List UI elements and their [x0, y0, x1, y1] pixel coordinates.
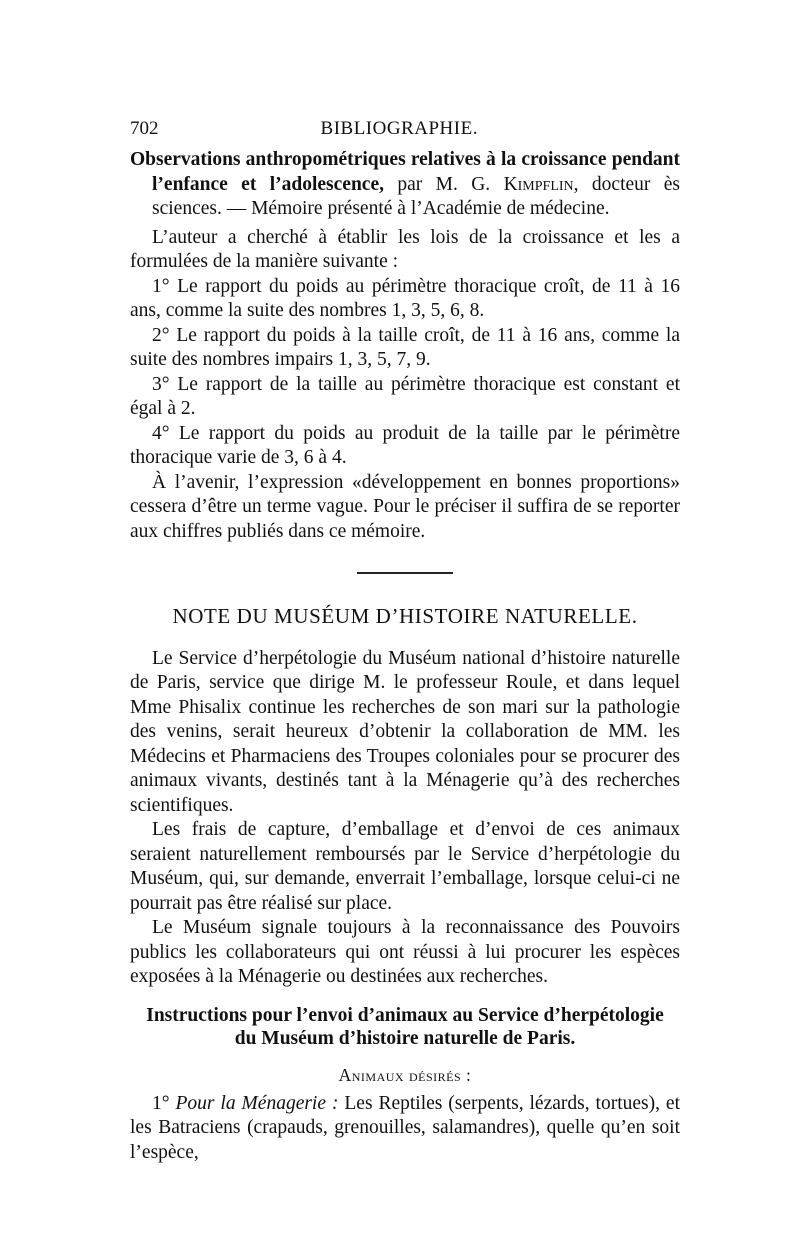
review-rule-1: 1° Le rapport du poids au périmètre thoracique croît, de 11 à 16 ans, comme la suite des nombres 1, 3, 5, 6, 8.: [130, 275, 680, 321]
review-rule-3: 3° Le rapport de la taille au périmètre thoracique est constant et égal à 2.: [130, 373, 680, 419]
instructions-title: [130, 1004, 680, 1051]
instructions-subheading: Animaux désirés :: [338, 1064, 472, 1085]
review-author-prefix: par M. G.: [383, 173, 504, 195]
instructions-title-line-1: Instructions pour l’envoi d’animaux au Service d’herpétologie: [146, 1004, 664, 1026]
running-title: BIBLIOGRAPHIE.: [320, 118, 478, 139]
running-header: [130, 118, 680, 140]
review-rule-2: 2° Le rapport du poids à la taille croît, de 11 à 16 ans, comme la suite des nombres impairs 1, 3, 5, 7, 9.: [130, 324, 680, 370]
review-author-name: Kimpflin: [503, 173, 574, 195]
instructions-title-line-2: du Muséum d’histoire naturelle de Paris.: [234, 1028, 576, 1049]
review-author-suffix: , docteur ès sciences. — Mémoire présenté à l’Académie de médecine.: [152, 173, 681, 219]
review-paragraph: L’auteur a cherché à établir les lois de la croissance et les a formulées de la manière suivante :: [130, 226, 680, 272]
item-label: Pour la Ménagerie :: [175, 1092, 339, 1114]
review-citation: [130, 148, 680, 222]
document-page: [130, 118, 680, 1165]
page-number: 702: [130, 118, 159, 139]
item-text: Les Reptiles (serpents, lézards, tortues), et les Batraciens (crapauds, grenouilles, salamandres), quelle qu’en soit l’espèce,: [130, 1092, 680, 1163]
note-paragraph: Le Service d’herpétologie du Muséum national d’histoire naturelle de Paris, service que dirige M. le professeur Roule, et dans lequel Mme Phisalix continue les recherches de son mari sur la pathologie des venins, serait heureux d’obtenir la collaboration de MM. les Médecins et Pharmaciens des Troupes coloniales pour se procurer des animaux vivants, destinés tant à la Ménagerie qu’à des recherches scientifiques.: [130, 647, 680, 816]
review-rule-4: 4° Le rapport du poids au produit de la taille par le périmètre thoracique varie de 3, 6 à 4.: [130, 422, 680, 468]
section-divider: [357, 572, 453, 574]
note-paragraph: Le Muséum signale toujours à la reconnaissance des Pouvoirs publics les collaborateurs qui ont réussi à lui procurer les espèces exposées à la Ménagerie ou destinées aux recherches.: [130, 917, 680, 987]
review-title: Observations anthropométriques relatives à la croissance pendant l’enfance et l’adolescence,: [130, 149, 680, 195]
instructions-item: [130, 1092, 680, 1166]
note-title: NOTE DU MUSÉUM D’HISTOIRE NATURELLE.: [172, 603, 638, 628]
item-number: 1°: [152, 1092, 170, 1114]
review-conclusion: À l’avenir, l’expression «développement en bonnes proportions» cessera d’être un terme vague. Pour le préciser il suffira de se reporter aux chiffres publiés dans ce mémoire.: [130, 471, 680, 542]
note-paragraph: Les frais de capture, d’emballage et d’envoi de ces animaux seraient naturellement remboursés par le Service d’herpétologie du Muséum, qui, sur demande, enverrait l’emballage, lorsque celui-ci ne pourrait pas être réalisé sur place.: [130, 819, 680, 914]
